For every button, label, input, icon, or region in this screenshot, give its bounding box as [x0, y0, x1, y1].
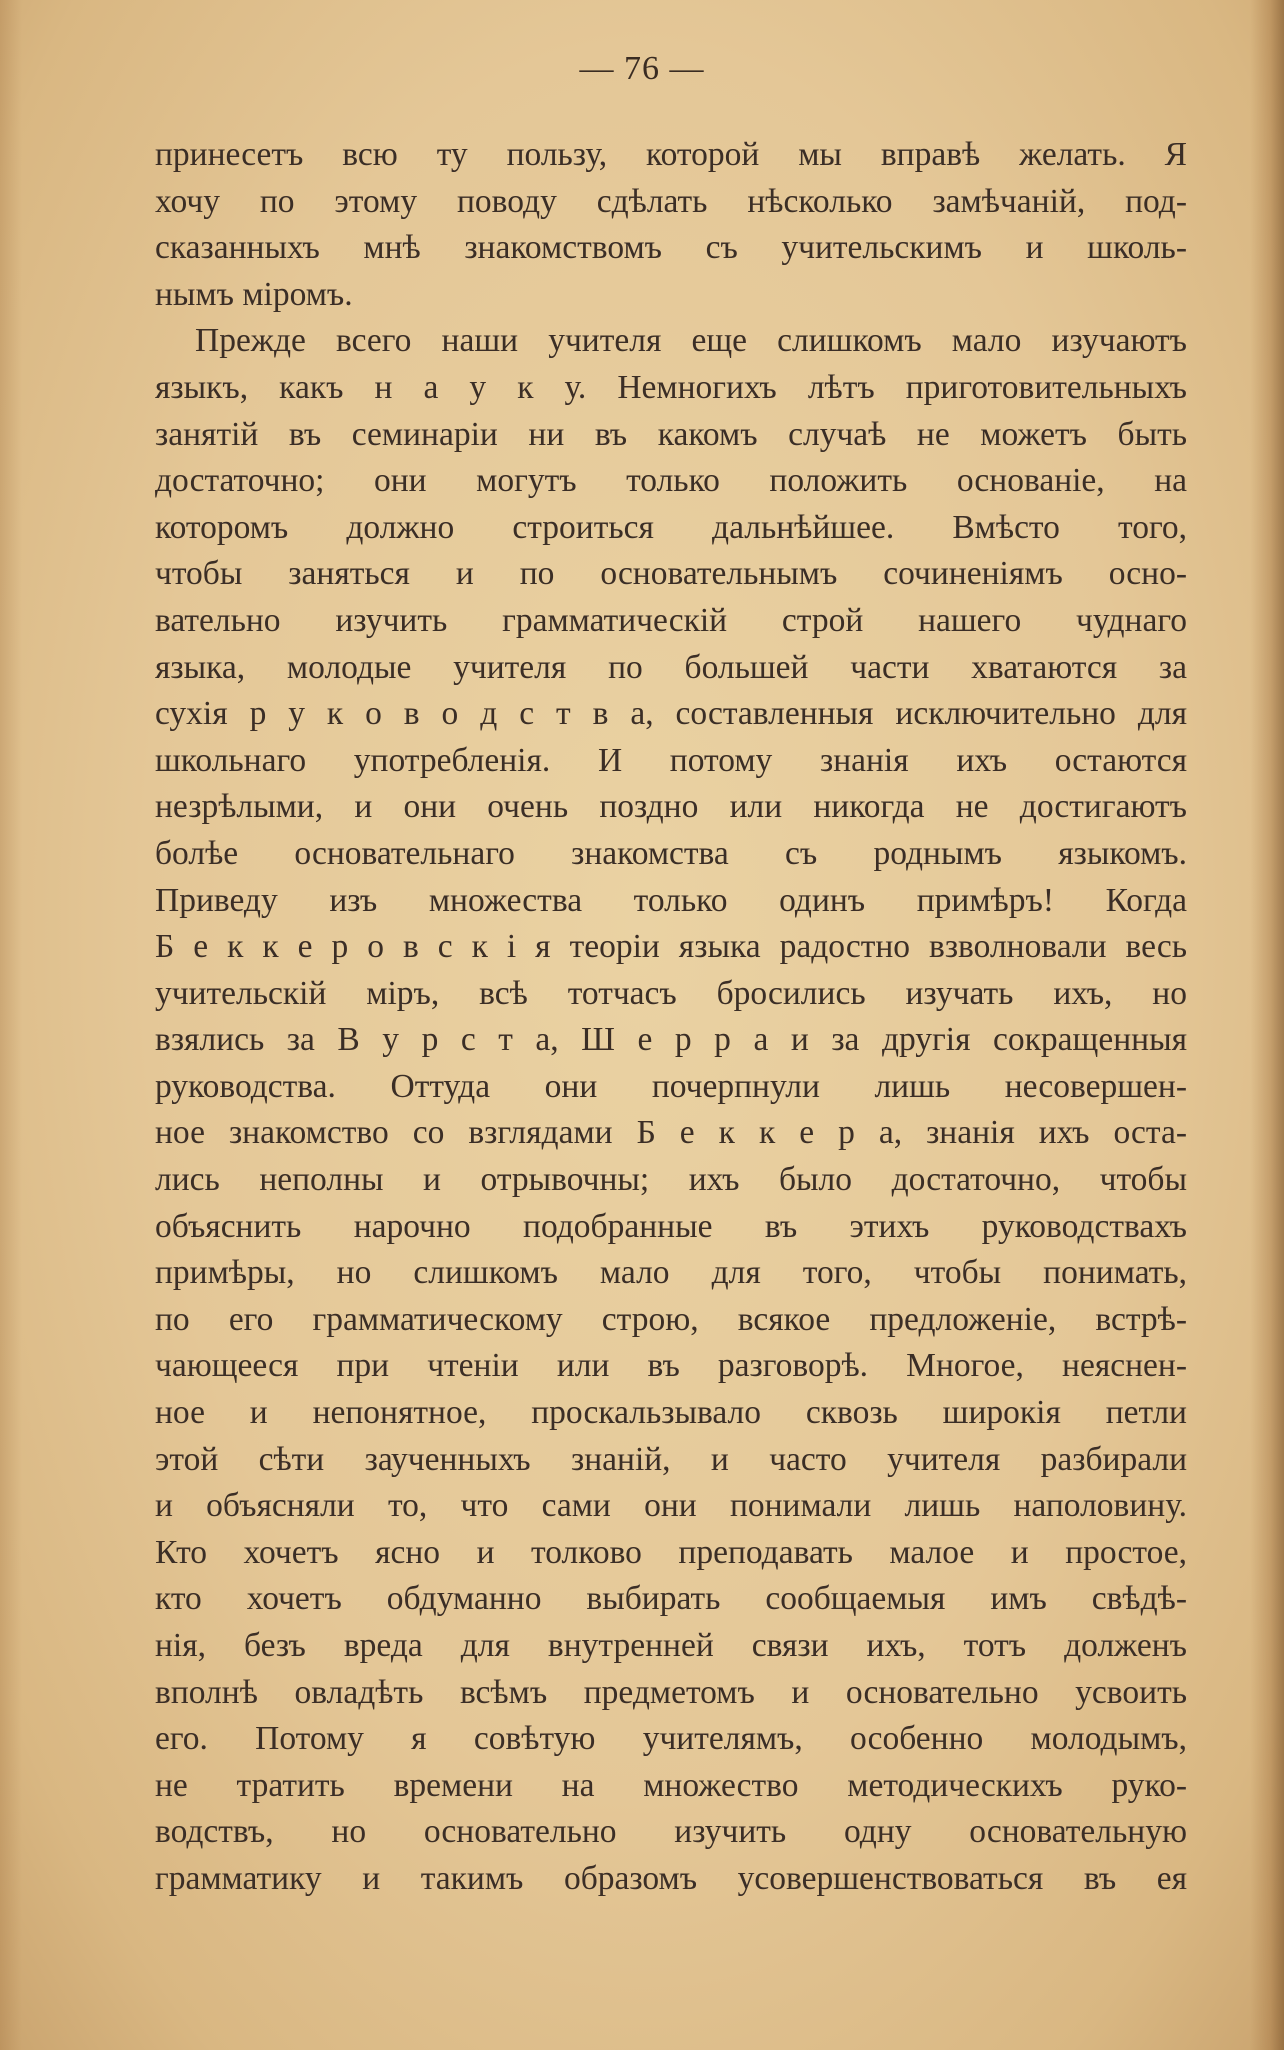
- text-line: вполнѣ овладѣть всѣмъ предметомъ и основательно усвоить: [155, 1673, 1187, 1711]
- text-line: объяснить нарочно подобранные въ этихъ руководствахъ: [155, 1207, 1187, 1245]
- text-line: водствъ, но основательно изучить одну основательную: [155, 1813, 1187, 1851]
- text-line: не тратить времени на множество методическихъ руко-: [155, 1766, 1187, 1804]
- text-line: незрѣлыми, и они очень поздно или никогда не достигаютъ: [155, 788, 1187, 826]
- text-line: вательно изучить грамматическій строй нашего чуднаго: [155, 601, 1187, 639]
- text-line: и объясняли то, что сами они понимали лишь наполовину.: [155, 1487, 1187, 1525]
- text-line: языкъ, какъ н а у к у. Немногихъ лѣтъ приготовительныхъ: [155, 368, 1187, 406]
- text-line: лись неполны и отрывочны; ихъ было достаточно, чтобы: [155, 1161, 1187, 1199]
- text-line: Кто хочетъ ясно и толково преподавать малое и простое,: [155, 1533, 1187, 1571]
- text-line: которомъ должно строиться дальнѣйшее. Вмѣсто того,: [155, 508, 1187, 546]
- text-line: Приведу изъ множества только одинъ примѣръ! Когда: [155, 881, 1187, 919]
- text-line: сказанныхъ мнѣ знакомствомъ съ учительскимъ и школь-: [155, 229, 1187, 267]
- text-line: грамматику и такимъ образомъ усовершенствоваться въ ея: [155, 1859, 1187, 1897]
- text-line: сухія р у к о в о д с т в а, составленныя исключительно для: [155, 695, 1187, 733]
- text-line: языка, молодые учителя по большей части хватаются за: [155, 648, 1187, 686]
- text-line: взялись за В у р с т а, Ш е р р а и за другія сокращенныя: [155, 1021, 1187, 1059]
- text-line: кто хочетъ обдуманно выбирать сообщаемыя имъ свѣдѣ-: [155, 1580, 1187, 1618]
- page-number: — 76 —: [579, 50, 705, 87]
- text-line: чающееся при чтеніи или въ разговорѣ. Многое, неяснен-: [155, 1347, 1187, 1385]
- text-line: хочу по этому поводу сдѣлать нѣсколько замѣчаній, под-: [155, 182, 1187, 220]
- text-line: занятій въ семинаріи ни въ какомъ случаѣ не можетъ быть: [155, 415, 1187, 453]
- text-line: Б е к к е р о в с к і я теоріи языка радостно взволновали весь: [155, 928, 1187, 966]
- text-line: по его грамматическому строю, всякое предложеніе, встрѣ-: [155, 1300, 1187, 1338]
- page-left-shadow: [0, 0, 22, 2050]
- text-line: учительскій міръ, всѣ тотчасъ бросились изучать ихъ, но: [155, 974, 1187, 1012]
- text-line: Прежде всего наши учителя еще слишкомъ мало изучаютъ: [195, 322, 1187, 360]
- text-line: чтобы заняться и по основательнымъ сочиненіямъ осно-: [155, 555, 1187, 593]
- text-line: этой сѣти заученныхъ знаній, и часто учителя разбирали: [155, 1440, 1187, 1478]
- text-line: болѣе основательнаго знакомства съ роднымъ языкомъ.: [155, 834, 1187, 872]
- text-line: принесетъ всю ту пользу, которой мы вправѣ желать. Я: [155, 136, 1187, 173]
- text-line: нымъ міромъ.: [155, 275, 353, 313]
- text-line: его. Потому я совѣтую учителямъ, особенно молодымъ,: [155, 1720, 1187, 1758]
- text-line: ное и непонятное, проскальзывало сквозь широкія петли: [155, 1394, 1187, 1432]
- text-line: примѣры, но слишкомъ мало для того, чтобы понимать,: [155, 1254, 1187, 1292]
- text-line: руководства. Оттуда они почерпнули лишь несовершен-: [155, 1067, 1187, 1105]
- text-line: достаточно; они могутъ только положить основаніе, на: [155, 462, 1187, 500]
- text-line: нія, безъ вреда для внутренней связи ихъ, тотъ долженъ: [155, 1627, 1187, 1664]
- text-line: школьнаго употребленія. И потому знанія ихъ остаются: [155, 741, 1187, 779]
- text-line: ное знакомство со взглядами Б е к к е р а, знанія ихъ оста-: [155, 1114, 1187, 1152]
- page-right-edge-shadow: [1250, 0, 1284, 2050]
- body-text: [155, 132, 1187, 1903]
